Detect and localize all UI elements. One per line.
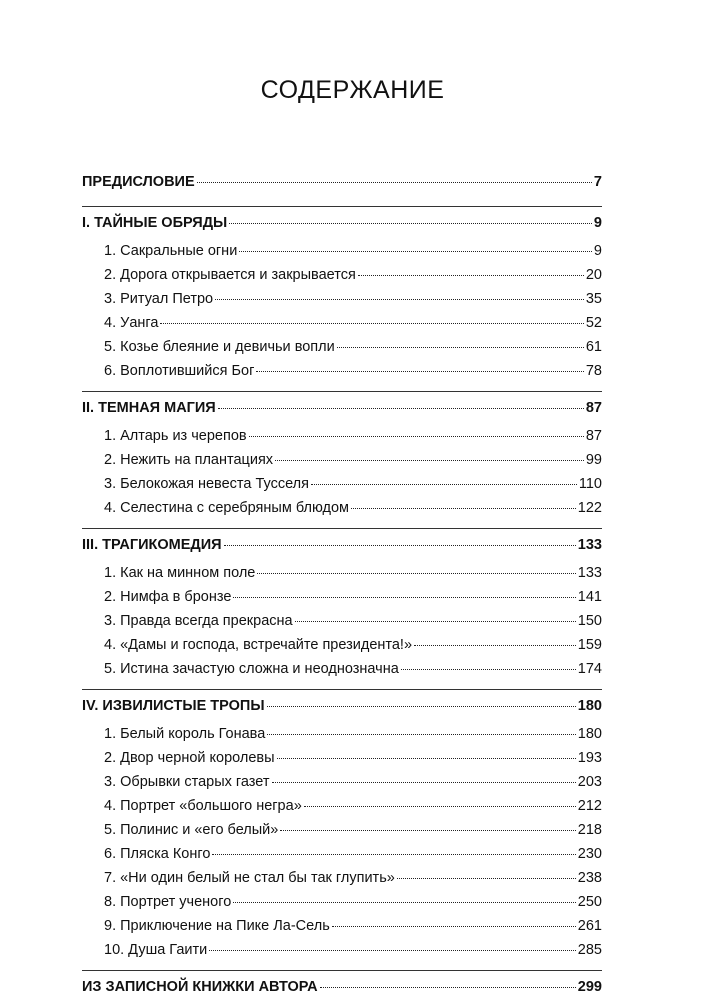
toc-chapter[interactable]: [82, 339, 602, 363]
toc-chapter[interactable]: [82, 243, 602, 267]
dot-leader: [320, 987, 576, 988]
toc-entry-page: 159: [577, 637, 602, 653]
toc-chapter[interactable]: [82, 589, 602, 613]
dot-leader: [197, 182, 592, 183]
toc-entry-page: 218: [577, 822, 602, 838]
toc-entry-label: 3. Обрывки старых газет: [104, 774, 270, 790]
page-title: СОДЕРЖАНИЕ: [260, 76, 445, 104]
toc-part-3: [82, 537, 602, 685]
divider: [82, 970, 602, 971]
toc-chapter[interactable]: [82, 452, 602, 476]
dot-leader: [275, 460, 584, 461]
toc-entry-page: 299: [577, 979, 602, 995]
toc-entry-page: 150: [577, 613, 602, 629]
dot-leader: [401, 669, 576, 670]
dot-leader: [332, 926, 576, 927]
toc-chapter[interactable]: [82, 726, 602, 750]
toc-entry-label: 2. Дорога открывается и закрывается: [104, 267, 356, 283]
divider: [82, 689, 602, 690]
dot-leader: [414, 645, 576, 646]
dot-leader: [212, 854, 575, 855]
toc-entry-label: 5. Полинис и «его белый»: [104, 822, 279, 838]
toc-chapter[interactable]: [82, 476, 602, 500]
toc-entry-label: 3. Ритуал Петро: [104, 291, 214, 307]
dot-leader: [277, 758, 576, 759]
toc-chapter[interactable]: [82, 428, 602, 452]
toc-entry-label: 1. Белый король Гонава: [104, 726, 266, 742]
toc-chapter[interactable]: [82, 267, 602, 291]
toc-entry-page: 20: [585, 267, 602, 283]
toc-entry-label: 3. Белокожая невеста Тусселя: [104, 476, 309, 492]
toc-entry-page: 87: [585, 400, 602, 416]
toc-entry-label: IV. ИЗВИЛИСТЫЕ ТРОПЫ: [82, 698, 265, 714]
toc-chapter[interactable]: [82, 846, 602, 870]
toc-entry-preface[interactable]: [82, 174, 602, 202]
dot-leader: [249, 436, 584, 437]
dot-leader: [209, 950, 576, 951]
toc-entry-page: 174: [577, 661, 602, 677]
toc-entry-notebook[interactable]: [82, 979, 602, 1007]
toc-entry-label: ПРЕДИСЛОВИЕ: [82, 174, 195, 190]
toc-entry-label: 1. Алтарь из черепов: [104, 428, 247, 444]
toc-entry-label: 6. Пляска Конго: [104, 846, 211, 862]
toc-entry-page: 78: [585, 363, 602, 379]
toc-entry-label: 8. Портрет ученого: [104, 894, 232, 910]
toc-entry-page: 87: [585, 428, 602, 444]
toc-chapter[interactable]: [82, 363, 602, 387]
toc-entry-label: 7. «Ни один белый не стал бы так глупить»: [104, 870, 395, 886]
dot-leader: [233, 902, 576, 903]
toc-chapter[interactable]: [82, 870, 602, 894]
toc-entry-page: 61: [585, 339, 602, 355]
toc-entry-label: 2. Двор черной королевы: [104, 750, 275, 766]
toc-entry-label: III. ТРАГИКОМЕДИЯ: [82, 537, 222, 553]
dot-leader: [351, 508, 576, 509]
toc-part-2: [82, 400, 602, 524]
dot-leader: [218, 408, 584, 409]
toc-entry-label: 2. Нежить на плантациях: [104, 452, 274, 468]
toc-entry-page: 141: [577, 589, 602, 605]
toc-entry-page: 9: [593, 215, 602, 231]
dot-leader: [267, 706, 576, 707]
toc-entry-page: 238: [577, 870, 602, 886]
toc-chapter[interactable]: [82, 750, 602, 774]
divider: [82, 528, 602, 529]
toc-entry-page: 110: [578, 476, 602, 492]
dot-leader: [304, 806, 576, 807]
toc-entry-label: 4. «Дамы и господа, встречайте президента!»: [104, 637, 413, 653]
toc-chapter[interactable]: [82, 822, 602, 846]
toc-entry-label: 4. Уанга: [104, 315, 159, 331]
toc-entry-page: 212: [577, 798, 602, 814]
toc-entry-label: 9. Приключение на Пике Ла-Сель: [104, 918, 330, 934]
dot-leader: [256, 371, 584, 372]
toc-entry-label: 6. Воплотившийся Бог: [104, 363, 255, 379]
dot-leader: [229, 223, 592, 224]
dot-leader: [267, 734, 576, 735]
toc-entry-label: 10. Душа Гаити: [104, 942, 208, 958]
toc-entry-label: 5. Истина зачастую сложна и неоднозначна: [104, 661, 399, 677]
toc-chapter[interactable]: [82, 565, 602, 589]
toc-entry-label: 2. Нимфа в бронзе: [104, 589, 232, 605]
toc-entry-label: ИЗ ЗАПИСНОЙ КНИЖКИ АВТОРА: [82, 979, 318, 995]
toc-part-heading[interactable]: [82, 400, 602, 428]
toc-entry-label: 3. Правда всегда прекрасна: [104, 613, 293, 629]
toc-entry-page: 9: [593, 243, 602, 259]
toc-chapter[interactable]: [82, 500, 602, 524]
toc-entry-label: 4. Селестина с серебряным блюдом: [104, 500, 349, 516]
toc-chapter[interactable]: [82, 894, 602, 918]
dot-leader: [358, 275, 584, 276]
dot-leader: [337, 347, 584, 348]
table-of-contents: [82, 174, 602, 1007]
dot-leader: [272, 782, 576, 783]
toc-entry-page: 7: [593, 174, 602, 190]
toc-entry-page: 133: [577, 565, 602, 581]
toc-entry-label: 4. Портрет «большого негра»: [104, 798, 302, 814]
toc-chapter[interactable]: [82, 798, 602, 822]
dot-leader: [224, 545, 576, 546]
dot-leader: [233, 597, 575, 598]
toc-entry-page: 180: [577, 726, 602, 742]
toc-entry-page: 99: [585, 452, 602, 468]
divider: [82, 391, 602, 392]
divider: [82, 206, 602, 207]
toc-entry-page: 203: [577, 774, 602, 790]
toc-chapter[interactable]: [82, 613, 602, 637]
dot-leader: [280, 830, 575, 831]
toc-entry-label: II. ТЕМНАЯ МАГИЯ: [82, 400, 216, 416]
toc-part-1: [82, 215, 602, 387]
toc-part-heading[interactable]: [82, 537, 602, 565]
toc-chapter[interactable]: [82, 774, 602, 798]
dot-leader: [397, 878, 576, 879]
toc-entry-page: 133: [577, 537, 602, 553]
dot-leader: [160, 323, 583, 324]
toc-entry-label: 5. Козье блеяние и девичьи вопли: [104, 339, 335, 355]
dot-leader: [239, 251, 592, 252]
toc-entry-page: 193: [577, 750, 602, 766]
toc-chapter[interactable]: [82, 942, 602, 966]
dot-leader: [257, 573, 575, 574]
toc-entry-page: 52: [585, 315, 602, 331]
toc-chapter[interactable]: [82, 661, 602, 685]
toc-entry-page: 35: [585, 291, 602, 307]
toc-entry-page: 285: [577, 942, 602, 958]
dot-leader: [295, 621, 576, 622]
toc-part-4: [82, 698, 602, 966]
toc-entry-label: I. ТАЙНЫЕ ОБРЯДЫ: [82, 215, 228, 231]
toc-entry-page: 261: [577, 918, 602, 934]
toc-chapter[interactable]: [82, 315, 602, 339]
toc-chapter[interactable]: [82, 291, 602, 315]
toc-part-heading[interactable]: [82, 698, 602, 726]
toc-entry-page: 230: [577, 846, 602, 862]
toc-entry-label: 1. Сакральные огни: [104, 243, 238, 259]
dot-leader: [311, 484, 577, 485]
toc-entry-label: 1. Как на минном поле: [104, 565, 256, 581]
toc-entry-page: 250: [577, 894, 602, 910]
toc-entry-page: 180: [577, 698, 602, 714]
toc-entry-page: 122: [577, 500, 602, 516]
toc-part-heading[interactable]: [82, 215, 602, 243]
toc-chapter[interactable]: [82, 637, 602, 661]
toc-chapter[interactable]: [82, 918, 602, 942]
dot-leader: [215, 299, 584, 300]
